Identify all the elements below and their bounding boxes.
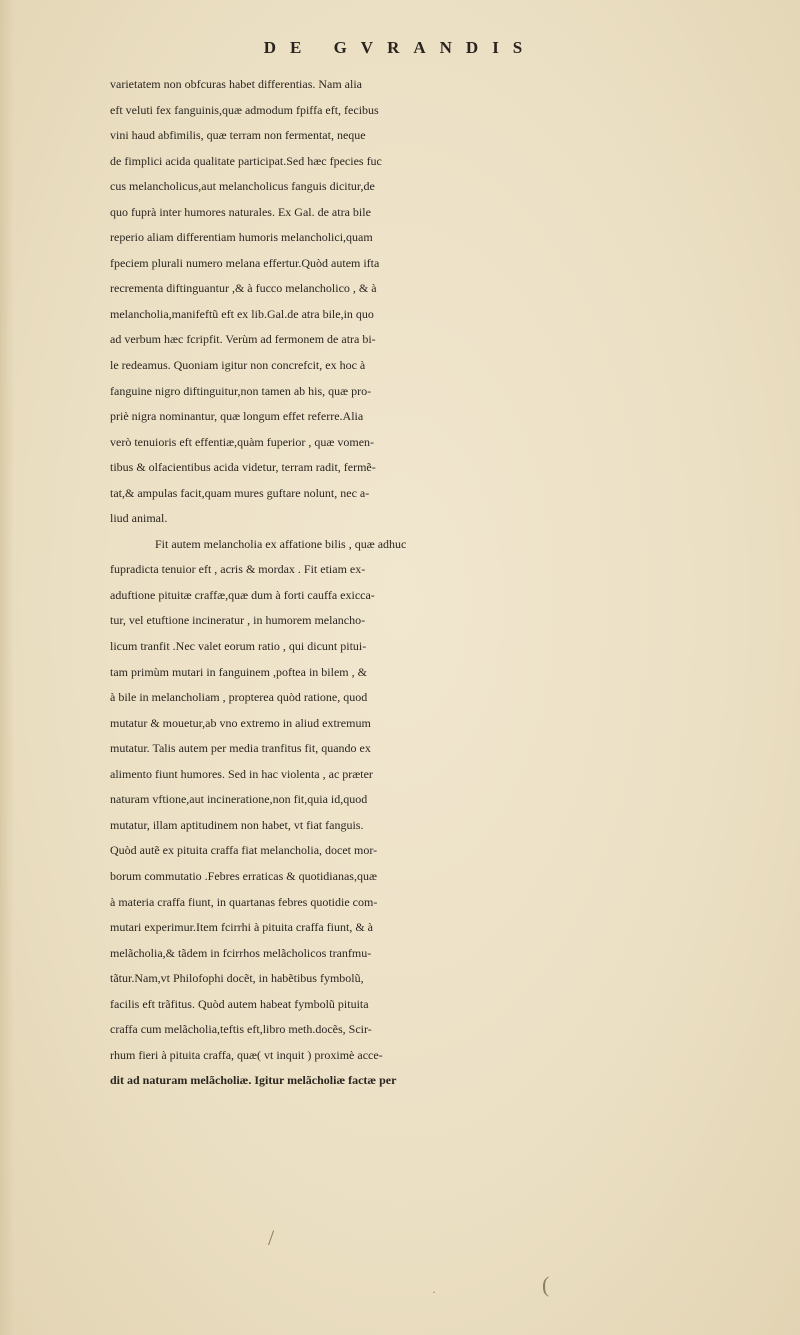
text-line: reperio aliam differentiam humoris melancholici,quam [110,230,373,245]
text-line: fpeciem plurali numero melana effertur.Quòd autem ifta [110,255,380,270]
text-line: tam primùm mutari in fanguinem ,poftea in bilem , & [110,664,367,679]
text-line: mutatur. Talis autem per media tranfitus fit, quando ex [110,741,371,756]
page-gutter-shadow [0,0,14,1335]
text-line: eft veluti fex fanguinis,quæ admodum fpiffa eft, fecibus [110,102,379,117]
running-head: DE GVRANDIS [263,38,537,57]
text-line: cus melancholicus,aut melancholicus fanguis dicitur,de [110,179,375,194]
text-line: mutari experimur.Item fcirrhi à pituita craffa fiunt, & à [110,920,374,935]
text-line: Quòd autẽ ex pituita craffa fiat melancholia, docet mor- [110,843,378,858]
ink-mark: · [432,1285,436,1299]
text-line: liud animal. [110,511,168,526]
text-line: à materia craffa fiunt, in quartanas febres quotidie com- [110,894,378,909]
text-line: craffa cum melãcholia,teftis eft,libro meth.docẽs, Scir- [110,1022,372,1037]
text-line: aduftione pituitæ craffæ,quæ dum à forti cauffa exicca- [110,587,375,602]
text-line: alimento fiunt humores. Sed in hac violenta , ac præter [110,766,373,781]
text-line: melãcholia,& tãdem in fcirrhos melãcholicos tranfmu- [110,945,372,960]
text-line: mutatur & mouetur,ab vno extremo in aliud extremum [110,715,371,730]
text-line: vini haud abfimilis, quæ terram non fermentat, neque [110,128,366,143]
text-line: borum commutatio .Febres erraticas & quotidianas,quæ [110,868,377,883]
text-line: mutatur, illam aptitudinem non habet, vt fiat fanguis. [110,817,364,832]
text-line: facilis eft trãfitus. Quòd autem habeat fymbolũ pituita [110,996,369,1011]
text-line: à bile in melancholiam , propterea quòd ratione, quod [110,690,368,705]
body-text [110,72,790,1094]
text-line: quo fuprà inter humores naturales. Ex Gal. de atra bile [110,204,371,219]
text-line: melancholia,manifeftũ eft ex lib.Gal.de atra bile,in quo [110,306,374,321]
text-line: fanguine nigro diftinguitur,non tamen ab his, quæ pro- [110,383,372,398]
text-line: fupradicta tenuior eft , acris & mordax . Fit etiam ex- [110,562,366,577]
text-line: ad verbum hæc fcripfit. Verùm ad fermonem de atra bi- [110,332,376,347]
text-line: le redeamus. Quoniam igitur non concrefcit, ex hoc à [110,358,366,373]
text-line: tãtur.Nam,vt Philofophi docẽt, in habẽtibus fymbolũ, [110,971,364,986]
text-line: recrementa diftinguantur ,& à fucco melancholico , & à [110,281,377,296]
ink-mark: ( [542,1272,550,1297]
text-line: tat,& ampulas facit,quam mures guftare nolunt, nec a- [110,485,370,500]
ink-mark: / [268,1225,275,1250]
text-line: verò tenuioris eft effentiæ,quàm fuperior , quæ vomen- [110,434,375,449]
text-line: tur, vel etuftione incineratur , in humorem melancho- [110,613,366,628]
text-line: naturam vftione,aut incineratione,non fit,quia id,quod [110,792,368,807]
text-line: de fimplici acida qualitate participat.Sed hæc fpecies fuc [110,153,382,168]
text-line: dit ad naturam melãcholiæ. Igitur melãcholiæ factæ per [110,1073,397,1088]
text-line: tibus & olfacientibus acida videtur, terram radit, fermẽ- [110,460,376,475]
text-line: Fit autem melancholia ex affatione bilis , quæ adhuc [155,536,407,551]
text-line: varietatem non obfcuras habet differentias. Nam alia [110,77,363,91]
text-line: licum tranfit .Nec valet eorum ratio , qui dicunt pitui- [110,639,367,654]
text-line: rhum fieri à pituita craffa, quæ( vt inquit ) proximè acce- [110,1047,383,1062]
text-line: priè nigra nominantur, quæ longum effet referre.Alia [110,409,364,424]
